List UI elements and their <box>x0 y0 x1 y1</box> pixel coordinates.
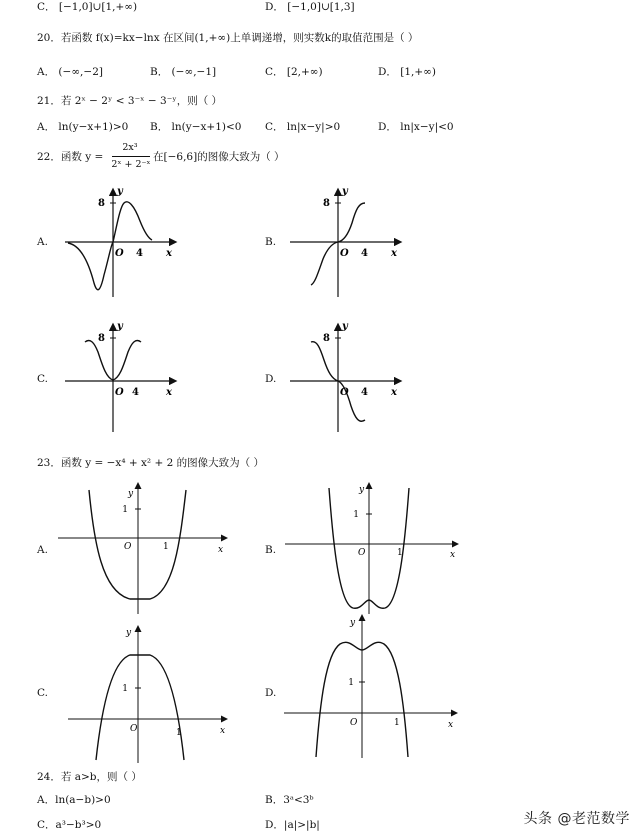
tick-y-label: 1 <box>353 510 359 520</box>
tick-x-label: 1 <box>163 542 169 552</box>
x-label: x <box>448 720 454 730</box>
y-label: y <box>342 186 348 197</box>
q22-label-b: B. <box>265 236 277 248</box>
q21-stem: 21．若 2ˣ − 2ʸ < 3⁻ˣ − 3⁻ʸ，则（ ） <box>37 95 223 107</box>
q22-label-d: D. <box>265 373 277 385</box>
tick-x-label: 4 <box>136 248 143 259</box>
q21-option-a: A． ln(y−x+1)>0 <box>37 121 129 133</box>
tick-y-label: 1 <box>122 505 128 515</box>
origin-label: O <box>350 718 358 728</box>
origin-label: O <box>358 548 366 558</box>
q22-graph-d <box>285 320 415 435</box>
watermark: 头条 @老范数学 <box>523 811 630 827</box>
tick-x-label: 1 <box>176 728 182 738</box>
tick-y-label: 8 <box>323 333 330 344</box>
tick-x-label: 1 <box>397 548 403 558</box>
y-label: y <box>342 321 348 332</box>
q20-option-a: A． (−∞,−2] <box>37 66 103 78</box>
x-label: x <box>391 387 397 398</box>
tick-y-label: 8 <box>98 198 105 209</box>
q22-graph-b <box>285 185 415 300</box>
x-label: x <box>391 248 397 259</box>
x-label: x <box>450 550 456 560</box>
curve <box>96 655 184 760</box>
tick-y-label: 8 <box>323 198 330 209</box>
q23-graph-c <box>58 625 238 765</box>
tick-x-label: 4 <box>361 248 368 259</box>
q19-option-c: C． [−1,0]∪[1,+∞) <box>37 1 138 13</box>
q24-option-b: B．3ᵃ<3ᵇ <box>265 794 314 806</box>
q22-graph-a <box>60 185 190 300</box>
origin-label: O <box>340 248 349 259</box>
q20-option-b: B． (−∞,−1] <box>150 66 217 78</box>
y-label: y <box>128 489 134 499</box>
origin-label: O <box>340 387 349 398</box>
y-label: y <box>117 186 123 197</box>
tick-y-label: 8 <box>98 333 105 344</box>
origin-label: O <box>124 542 132 552</box>
origin-label: O <box>115 248 124 259</box>
x-label: x <box>220 726 226 736</box>
q22-frac-num: 2x³ <box>122 142 138 153</box>
q21-option-b: B． ln(y−x+1)<0 <box>150 121 242 133</box>
y-label: y <box>359 485 365 495</box>
q24-stem: 24．若 a>b，则（ ） <box>37 771 142 783</box>
y-label: y <box>350 618 356 628</box>
tick-y-label: 1 <box>348 678 354 688</box>
q23-stem: 23．函数 y = −x⁴ + x² + 2 的图像大致为（ ） <box>37 457 264 469</box>
x-label: x <box>166 248 172 259</box>
q23-label-a: A. <box>37 544 48 556</box>
q21-option-c: C． ln|x−y|>0 <box>265 121 341 133</box>
curve <box>68 202 152 290</box>
q24-option-a: A．ln(a−b)>0 <box>37 794 111 806</box>
origin-label: O <box>130 724 138 734</box>
origin-label: O <box>115 387 124 398</box>
q21-option-d: D． ln|x−y|<0 <box>378 121 454 133</box>
x-label: x <box>218 545 224 555</box>
q20-stem: 20．若函数 f(x)=kx−lnx 在区间(1,+∞)上单调递增，则实数k的取值范围是（ ） <box>37 32 419 44</box>
q20-option-c: C． [2,+∞) <box>265 66 323 78</box>
q24-option-c: C．a³−b³>0 <box>37 819 102 831</box>
x-label: x <box>166 387 172 398</box>
q24-option-d: D．|a|>|b| <box>265 819 320 831</box>
q22-frac-bar <box>112 156 150 157</box>
q22-graph-c <box>60 320 190 435</box>
q23-graph-d <box>280 612 470 762</box>
q22-label-a: A. <box>37 236 48 248</box>
q19-option-d: D． [−1,0]∪[1,3] <box>265 1 355 13</box>
q22-stem-prefix: 22．函数 y = <box>37 151 104 163</box>
y-label: y <box>126 628 132 638</box>
q23-label-d: D. <box>265 687 277 699</box>
tick-x-label: 1 <box>394 718 400 728</box>
q22-label-c: C. <box>37 373 48 385</box>
q20-option-d: D． [1,+∞) <box>378 66 437 78</box>
q23-graph-a <box>58 482 238 617</box>
y-label: y <box>117 321 123 332</box>
q22-frac-den: 2ˣ + 2⁻ˣ <box>111 159 151 170</box>
q23-label-c: C. <box>37 687 48 699</box>
q23-graph-b <box>285 482 465 617</box>
q22-stem-suffix: 在[−6,6]的图像大致为（ ） <box>153 151 285 163</box>
tick-x-label: 4 <box>132 387 139 398</box>
q23-label-b: B. <box>265 544 277 556</box>
tick-y-label: 1 <box>122 684 128 694</box>
tick-x-label: 4 <box>361 387 368 398</box>
